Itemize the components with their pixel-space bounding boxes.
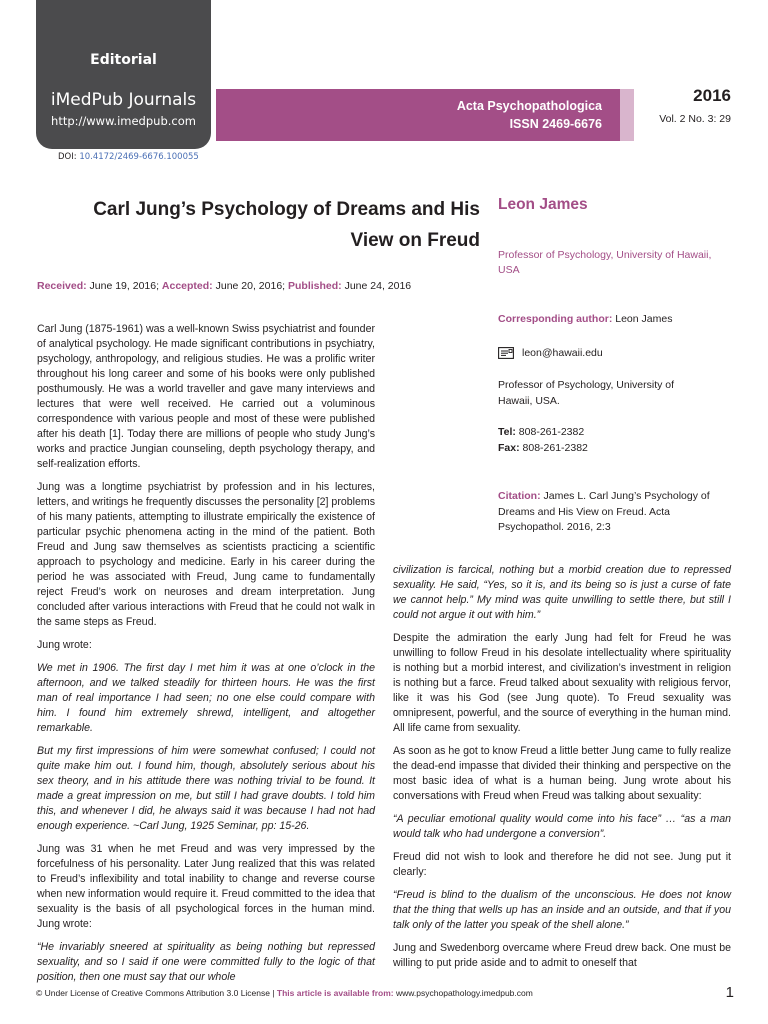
article-title-line-2: View on Freud [350,230,480,251]
doi-link[interactable]: 10.4172/2469-6676.100055 [79,152,199,162]
paragraph: Jung was 31 when he met Freud and was very impressed by the forcefulness of his personality. Later Jung realized that this was related to Freud’s inflexibility and total inability to change and reverse course when new information would require it. Freud committed to the idea that sexuality is the basis of all psychological forces in the human mind. Jung wrote: [37,843,375,930]
published-label: Published: [288,280,342,292]
author-affiliation: Professor of Psychology, University of Hawaii, USA [498,249,712,276]
quote-paragraph: But my first impressions of him were somewhat confused; I could not quite make him out. I found him, though, absolutely serious about his sex theory, and in his attitude there was nothing trivial to be found. It made a great impression on me, but still I had grave doubts. I told him this, and whenever I did, he always said it was because I had not had enough experience. ~Carl Jung, 1925 Seminar, pp: 15-26. [37,745,375,832]
journal-bar-accent [620,89,634,141]
citation [498,489,720,536]
author-name: Leon James [498,196,588,213]
published-date: June 24, 2016 [341,280,412,292]
page-number: 1 [725,984,734,1001]
publication-year: 2016 [693,86,731,105]
tel-row [498,425,718,441]
paragraph: Carl Jung (1875-1961) was a well-known Swiss psychiatrist and founder of analytical psychology. He made significant contributions in psychiatry, psychology, anthropology, and religious studies. He was a prolific writer throughout his long career and some of his books were only published posthumously. He was a world traveller and gave many interviews and lectures that were well received. He carried out a voluminous correspondence with various people and most of these were published after his death [1]. Today there are millions of people who study Jung’s works and practice Jungian counseling, depth psychology therapy, and self-realization efforts. [37,323,375,470]
quote-paragraph: “Freud is blind to the dualism of the unconscious. He does not know that the thing that wells up has an inside and an outside, and that if you talk only of the latter you speak of the shell alone.” [393,889,731,931]
paragraph: As soon as he got to know Freud a little better Jung came to fully realize the dead-end impasse that divided their thinking and perspective on the most basic idea of what is a human being. Jung wrote about his conversations with Freud when Freud was talking about sexuality: [393,745,732,802]
contact-phones [498,425,718,456]
available-label: This article is available from: [276,988,394,998]
citation-label: Citation: [498,490,541,502]
journal-badge [36,0,211,149]
paragraph: Freud did not wish to look and therefore he did not see. Jung put it clearly: [393,851,731,878]
envelope-icon [498,347,514,359]
citation-text: James L. Carl Jung’s Psychology of Dreams and His View on Freud. Acta Psychopathol. 2016, 2:3 [498,490,710,533]
journal-bar [216,89,620,141]
doi [58,152,199,162]
paragraph: Jung wrote: [37,639,92,651]
quote-paragraph: civilization is farcical, nothing but a morbid creation due to repressed sexuality. He said, “Yes, so it is, and its being so is just a curse of fate we cannot help.” My mind was quite unwilling to settle there, but still I could not argue it out with him.” [393,564,731,621]
received-date: June 19, 2016; [86,280,162,292]
journal-name: Acta Psychopathologica [456,99,602,113]
publisher-url[interactable]: http://www.imedpub.com [51,114,196,128]
left-body-column [37,322,375,993]
journal-issn: ISSN 2469-6676 [509,117,602,131]
paragraph: Jung and Swedenborg overcame where Freud drew back. One must be willing to put pride aside and to admit to oneself that [393,942,731,969]
article-title-line-1: Carl Jung’s Psychology of Dreams and His [93,199,480,220]
article-dates [37,280,411,292]
publisher-brand: iMedPub Journals [50,90,197,110]
available-url[interactable]: www.psychopathology.imedpub.com [393,988,533,998]
paragraph: Jung was a longtime psychiatrist by profession and in his lectures, letters, and writings he frequently discusses the personality [2] problems of his many patients, attempting to illustrate empirically the existence of particular psychic phenomena acting in the mind of the patient. Both Freud and Jung saw themselves as scientists practicing a scientific approach to psychology and medicine. Early in his career during the period he was associated with Freud, Jung came to fundamentally reject Freud’s work on neuroses and dream interpretation. Jung concluded after various interactions with Freud that he could not walk in the same steps as Freud. [37,481,375,628]
author-email[interactable]: leon@hawaii.edu [522,347,603,359]
article-title [40,194,480,256]
fax-row [498,441,718,457]
corresponding-name: Leon James [612,313,673,325]
tel-value: 808-261-2382 [515,426,585,438]
accepted-label: Accepted: [161,280,213,292]
quote-paragraph: We met in 1906. The first day I met him it was at one o’clock in the afternoon, and we talked steadily for thirteen hours. He was the first man of real importance I had seen; no one else could compare with him. I found him extremely shrewd, intelligent, and altogether remarkable. [37,662,375,734]
author-address: Professor of Psychology, University of Hawaii, USA. [498,379,675,407]
fax-label: Fax: [498,441,520,454]
accepted-date: June 20, 2016; [212,280,288,292]
volume-info: Vol. 2 No. 3: 29 [659,113,731,125]
quote-paragraph: “A peculiar emotional quality would come into his face” … “as a man would talk who had undergone a conversion”. [393,813,731,840]
right-body-column [393,563,731,979]
page-footer [36,988,533,998]
fax-value: 808-261-2382 [519,441,588,454]
received-label: Received: [37,280,87,292]
doi-label: DOI: [58,152,77,162]
tel-label: Tel: [498,426,516,438]
quote-paragraph: “He invariably sneered at spirituality as being nothing but repressed sexuality, and so I said if one were committed fully to the logic of that position, then one must say that our whole [37,941,375,983]
article-type-label: Editorial [90,52,157,68]
license-text: © Under License of Creative Commons Attribution 3.0 License | [36,988,277,998]
corresponding-author [498,312,672,328]
paragraph: Despite the admiration the early Jung had felt for Freud he was unwilling to follow Freud in his desolate intellectuality where spirituality is nothing but a morbid interest, and civilization’s investment in religion is nothing but a farce. Freud talked about sexuality with religious fervor, like it was his God (see Jung quote). To Freud sexuality was omnipresent, powerful, and the source of everything in the human mind. All life came from sexuality. [393,632,731,734]
corresponding-label: Corresponding author: [498,313,613,325]
